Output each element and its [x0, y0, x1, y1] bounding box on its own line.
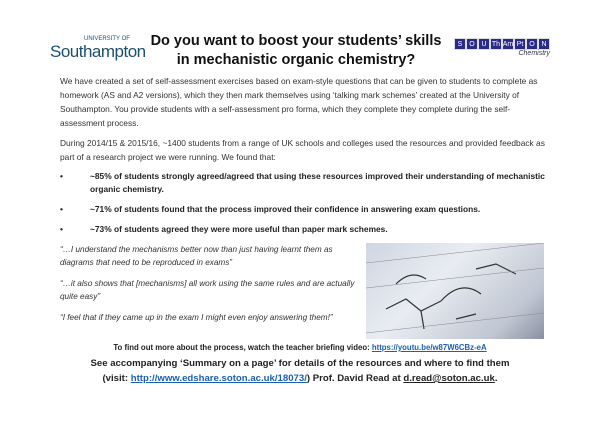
logo-big-text: Southampton	[50, 42, 146, 61]
bullet-text: ~71% of students found that the process improved their confidence in answering exam questions.	[90, 204, 481, 214]
quote: “I feel that if they came up in the exam I might even enjoy answering them!”	[60, 313, 333, 322]
author-text: ) Prof. David Read at	[306, 373, 404, 384]
video-text: To find out more about the process, watch the teacher briefing video:	[113, 343, 372, 352]
quote: “…it also shows that [mechanisms] all work using the same rules and are actually quite easy”	[60, 279, 355, 301]
bullet-text: ~73% of students agreed they were more useful than paper mark schemes.	[90, 224, 388, 234]
logo-tile: Th	[490, 38, 502, 50]
edshare-link[interactable]: http://www.edshare.soton.ac.uk/18073/	[130, 373, 307, 384]
logo-tile: N	[538, 38, 550, 50]
video-line	[0, 343, 600, 352]
header	[0, 32, 600, 70]
logo-tile: U	[478, 38, 490, 50]
period: .	[494, 373, 498, 384]
logo-tiles	[454, 38, 550, 50]
southampton-chemistry-logo	[454, 38, 550, 57]
summary-text: See accompanying ‘Summary on a page’ for details of the resources and where to find them	[90, 358, 510, 369]
study-paragraph: During 2014/15 & 2015/16, ~1400 students from a range of UK schools and colleges used the resources and provided feedback as part of a research project we were running. We found that:	[60, 138, 545, 162]
bullet-item: • ~85% of students strongly agreed/agreed that using these resources improved their understanding of mechanistic organic chemistry.	[60, 170, 550, 196]
mechanism-sketch-photo	[366, 243, 544, 339]
logo-small-text: UNIVERSITY OF	[84, 36, 130, 42]
university-logo	[50, 36, 146, 64]
quotes	[60, 243, 356, 332]
logo-tile: Am	[502, 38, 514, 50]
logo-tile: Pt	[514, 38, 526, 50]
sketch-drawing	[366, 243, 544, 339]
video-link[interactable]: https://youtu.be/w87W6CBz-eA	[371, 343, 487, 352]
quote: “…I understand the mechanisms better now than just having learnt them as diagrams that need to be reproduced in exams”	[60, 245, 333, 267]
logo-tile: O	[526, 38, 538, 50]
intro-paragraph: We have created a set of self-assessment exercises based on exam-style questions that can be given to students to complete as homework (AS and A2 versions), which they then mark themselves using ‘talking mark schemes’ created at the University of Southampton. You provide students with a self-assessment pro forma, which they complete they complete during the self-assessment process.	[60, 76, 538, 128]
logo-tile: S	[454, 38, 466, 50]
bullet-text: ~85% of students strongly agreed/agreed that using these resources improved their understanding of mechanistic organic chemistry.	[90, 171, 545, 194]
logo-tile: O	[466, 38, 478, 50]
bullet-item: • ~71% of students found that the process improved their confidence in answering exam questions.	[60, 204, 481, 214]
body	[60, 74, 550, 339]
quotes-row	[60, 243, 550, 339]
chemistry-label: Chemistry	[518, 50, 550, 57]
summary-line	[0, 356, 600, 394]
visit-text: (visit:	[102, 373, 131, 384]
bullet-item: • ~73% of students agreed they were more useful than paper mark schemes.	[60, 224, 388, 234]
email-link[interactable]: d.read@soton.ac.uk	[403, 373, 495, 384]
page-title: Do you want to boost your students’ skills in mechanistic organic chemistry?	[150, 33, 442, 68]
